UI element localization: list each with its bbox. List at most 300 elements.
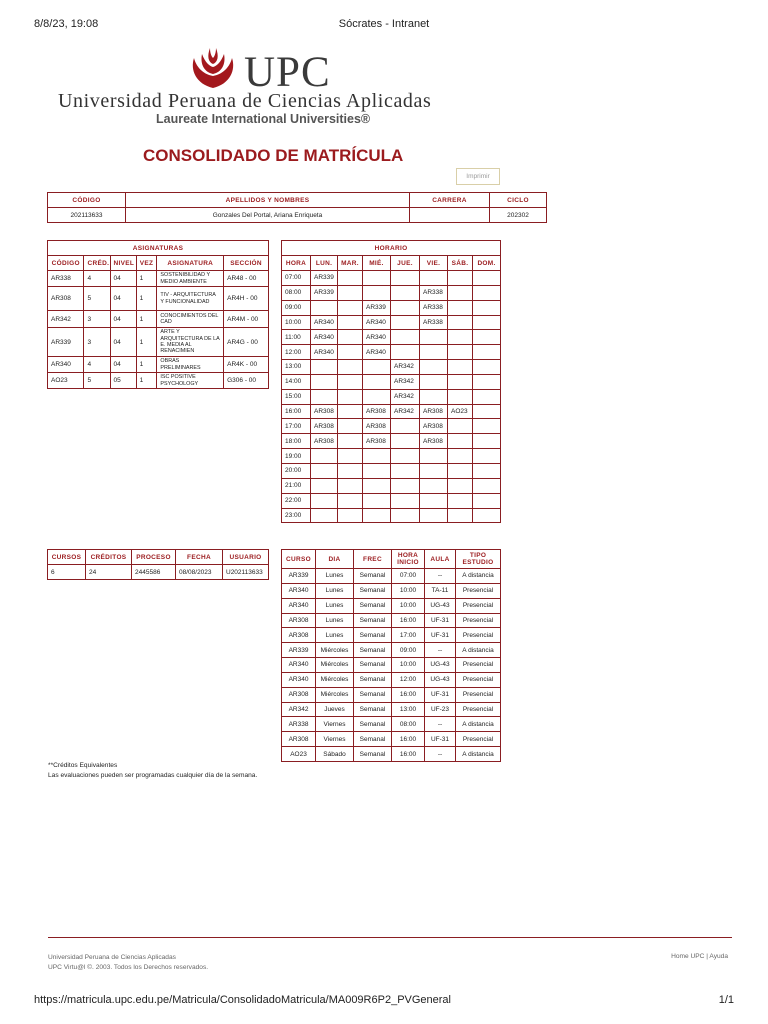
schedule-cell (311, 389, 338, 404)
schedule-cell (420, 330, 448, 345)
detail-room: -- (425, 643, 456, 658)
detail-course: AR338 (282, 717, 316, 732)
schedule-cell (338, 300, 363, 315)
detail-frequency: Semanal (354, 702, 392, 717)
schedule-cell (311, 374, 338, 389)
schedule-cell (391, 271, 420, 286)
schedule-cell (473, 271, 501, 286)
detail-room: UF-31 (425, 732, 456, 747)
subject-credits: 5 (84, 287, 110, 311)
print-datetime: 8/8/23, 19:08 (34, 18, 99, 30)
schedule-hour: 08:00 (282, 285, 311, 300)
schedule-cell: AR308 (363, 434, 391, 449)
detail-room: UG-43 (425, 672, 456, 687)
detail-room: -- (425, 569, 456, 584)
subjects-header: ASIGNATURA (157, 256, 224, 271)
schedule-cell (473, 449, 501, 464)
schedule-cell (363, 389, 391, 404)
schedule-hour: 13:00 (282, 360, 311, 375)
schedule-cell (363, 463, 391, 478)
detail-study-type: A distancia (456, 643, 501, 658)
header-ciclo: CICLO (490, 193, 547, 208)
student-name: Gonzales Del Portal, Ariana Enriqueta (126, 208, 410, 223)
detail-day: Lunes (316, 569, 354, 584)
schedule-cell: AR338 (420, 300, 448, 315)
schedule-cell (363, 285, 391, 300)
schedule-cell (473, 419, 501, 434)
upc-emblem-icon (186, 44, 240, 90)
detail-day: Viernes (316, 732, 354, 747)
footer-info (48, 953, 208, 973)
detail-room: UF-31 (425, 628, 456, 643)
subjects-header: CRÉD. (84, 256, 110, 271)
schedule-cell (420, 360, 448, 375)
schedule-cell (363, 374, 391, 389)
summary-credits: 24 (86, 565, 132, 580)
schedule-cell (448, 478, 473, 493)
subject-credits: 5 (84, 373, 110, 389)
table-row (48, 311, 269, 328)
schedule-row (282, 478, 501, 493)
schedule-cell (338, 449, 363, 464)
schedule-hour: 20:00 (282, 463, 311, 478)
schedule-cell (311, 449, 338, 464)
schedule-cell (448, 330, 473, 345)
subject-section: G306 - 00 (224, 373, 269, 389)
detail-start-time: 10:00 (392, 583, 425, 598)
detail-course: AR308 (282, 687, 316, 702)
schedule-cell (363, 360, 391, 375)
detail-room: TA-11 (425, 583, 456, 598)
schedule-cell: AR308 (311, 404, 338, 419)
credits-note: **Créditos Equivalentes (48, 762, 118, 769)
detail-row (282, 702, 501, 717)
schedule-cell (420, 478, 448, 493)
schedule-header: HORA (282, 256, 311, 271)
detail-study-type: Presencial (456, 702, 501, 717)
detail-study-type: Presencial (456, 598, 501, 613)
detail-day: Lunes (316, 628, 354, 643)
summary-header: CRÉDITOS (86, 550, 132, 565)
schedule-cell: AR339 (363, 300, 391, 315)
detail-day: Lunes (316, 613, 354, 628)
schedule-cell (420, 449, 448, 464)
schedule-cell (391, 478, 420, 493)
detail-header: AULA (425, 550, 456, 569)
subject-code: AR342 (48, 311, 84, 328)
schedule-cell (391, 449, 420, 464)
detail-row (282, 628, 501, 643)
schedule-cell (420, 493, 448, 508)
detail-frequency: Semanal (354, 613, 392, 628)
schedule-row (282, 271, 501, 286)
detail-row (282, 658, 501, 673)
schedule-cell: AO23 (448, 404, 473, 419)
schedule-cell: AR308 (311, 434, 338, 449)
detail-course: AO23 (282, 747, 316, 762)
schedule-header: VIE. (420, 256, 448, 271)
schedule-row (282, 389, 501, 404)
subjects-header: VEZ (136, 256, 157, 271)
subject-level: 04 (110, 271, 136, 287)
schedule-cell (473, 404, 501, 419)
detail-frequency: Semanal (354, 717, 392, 732)
brand-name: UPC (244, 49, 331, 96)
subject-attempt: 1 (136, 328, 157, 357)
detail-study-type: Presencial (456, 613, 501, 628)
schedule-cell (391, 419, 420, 434)
schedule-header: LUN. (311, 256, 338, 271)
subject-name: OBRAS PRELIMINARES (157, 357, 224, 373)
detail-row (282, 732, 501, 747)
schedule-cell (420, 508, 448, 523)
schedule-cell (473, 285, 501, 300)
schedule-cell (420, 345, 448, 360)
schedule-hour: 16:00 (282, 404, 311, 419)
schedule-row (282, 419, 501, 434)
print-footer (34, 994, 734, 1008)
schedule-cell (311, 478, 338, 493)
subject-attempt: 1 (136, 311, 157, 328)
schedule-row (282, 360, 501, 375)
help-link[interactable]: Ayuda (709, 953, 728, 960)
detail-frequency: Semanal (354, 583, 392, 598)
schedule-header: MAR. (338, 256, 363, 271)
schedule-hour: 18:00 (282, 434, 311, 449)
schedule-cell: AR308 (311, 419, 338, 434)
schedule-cell (311, 508, 338, 523)
schedule-cell (448, 374, 473, 389)
schedule-cell: AR342 (391, 404, 420, 419)
schedule-cell (338, 285, 363, 300)
subject-section: AR4K - 00 (224, 357, 269, 373)
subject-name: ISC POSITIVE PSYCHOLOGY (157, 373, 224, 389)
detail-table (281, 549, 501, 762)
schedule-cell (338, 271, 363, 286)
evaluations-note: Las evaluaciones pueden ser programadas cualquier día de la semana. (48, 772, 258, 779)
detail-frequency: Semanal (354, 687, 392, 702)
student-table (47, 192, 547, 223)
header-carrera: CARRERA (410, 193, 490, 208)
detail-day: Sábado (316, 747, 354, 762)
detail-frequency: Semanal (354, 598, 392, 613)
schedule-cell: AR308 (363, 404, 391, 419)
schedule-cell (338, 434, 363, 449)
schedule-row (282, 404, 501, 419)
detail-frequency: Semanal (354, 658, 392, 673)
detail-study-type: Presencial (456, 628, 501, 643)
subject-credits: 4 (84, 357, 110, 373)
table-row (48, 287, 269, 311)
schedule-cell (338, 463, 363, 478)
detail-room: UG-43 (425, 598, 456, 613)
detail-course: AR308 (282, 628, 316, 643)
detail-study-type: Presencial (456, 732, 501, 747)
network-name: Laureate International Universities® (156, 112, 371, 126)
detail-study-type: Presencial (456, 687, 501, 702)
schedule-header: MIÉ. (363, 256, 391, 271)
footer-link-separator: | (704, 953, 710, 960)
subject-name: SOSTENIBILIDAD Y MEDIO AMBIENTE (157, 271, 224, 287)
detail-course: AR339 (282, 643, 316, 658)
schedule-cell (338, 374, 363, 389)
summary-header: FECHA (176, 550, 223, 565)
schedule-cell (420, 389, 448, 404)
schedule-cell: AR342 (391, 389, 420, 404)
detail-course: AR339 (282, 569, 316, 584)
schedule-hour: 21:00 (282, 478, 311, 493)
detail-room: UG-43 (425, 658, 456, 673)
schedule-cell (363, 449, 391, 464)
detail-day: Miércoles (316, 658, 354, 673)
summary-courses: 6 (48, 565, 86, 580)
home-upc-link[interactable]: Home UPC (671, 953, 705, 960)
table-row (48, 357, 269, 373)
schedule-cell (473, 315, 501, 330)
schedule-cell: AR340 (363, 330, 391, 345)
detail-study-type: Presencial (456, 658, 501, 673)
subjects-title: ASIGNATURAS (48, 241, 269, 256)
print-button[interactable]: Imprimir (456, 168, 500, 185)
schedule-cell (473, 374, 501, 389)
print-header (34, 18, 734, 32)
schedule-cell (338, 360, 363, 375)
summary-date: 08/08/2023 (176, 565, 223, 580)
subject-level: 04 (110, 328, 136, 357)
detail-day: Lunes (316, 583, 354, 598)
detail-day: Miércoles (316, 643, 354, 658)
schedule-cell (338, 315, 363, 330)
summary-process: 2445586 (132, 565, 176, 580)
subjects-header: NIVEL (110, 256, 136, 271)
schedule-cell (473, 434, 501, 449)
summary-header: CURSOS (48, 550, 86, 565)
footer-copyright: UPC Virtu@l ©. 2003. Todos los Derechos reservados. (48, 964, 209, 971)
subject-name: ARTE Y ARQUITECTURA DE LA E. MEDIA AL RENACIMIEN (157, 328, 224, 357)
detail-frequency: Semanal (354, 672, 392, 687)
schedule-cell (473, 345, 501, 360)
detail-room: -- (425, 717, 456, 732)
detail-room: UF-31 (425, 613, 456, 628)
schedule-cell (391, 300, 420, 315)
schedule-header: SÁB. (448, 256, 473, 271)
schedule-header: JUE. (391, 256, 420, 271)
schedule-cell (448, 449, 473, 464)
detail-start-time: 07:00 (392, 569, 425, 584)
subjects-header: SECCIÓN (224, 256, 269, 271)
schedule-title: HORARIO (282, 241, 501, 256)
schedule-cell (311, 360, 338, 375)
schedule-hour: 23:00 (282, 508, 311, 523)
subject-attempt: 1 (136, 287, 157, 311)
schedule-cell: AR340 (363, 315, 391, 330)
schedule-row (282, 493, 501, 508)
footer-divider (48, 937, 732, 938)
detail-day: Jueves (316, 702, 354, 717)
schedule-cell (363, 271, 391, 286)
schedule-cell: AR340 (311, 315, 338, 330)
schedule-hour: 22:00 (282, 493, 311, 508)
detail-study-type: Presencial (456, 583, 501, 598)
schedule-row (282, 345, 501, 360)
schedule-cell (473, 300, 501, 315)
detail-frequency: Semanal (354, 747, 392, 762)
schedule-cell (473, 330, 501, 345)
detail-start-time: 10:00 (392, 658, 425, 673)
detail-day: Viernes (316, 717, 354, 732)
schedule-cell (448, 434, 473, 449)
detail-study-type: Presencial (456, 672, 501, 687)
summary-header: USUARIO (223, 550, 269, 565)
detail-row (282, 672, 501, 687)
detail-day: Miércoles (316, 672, 354, 687)
schedule-cell (391, 345, 420, 360)
detail-header: HORA INICIO (392, 550, 425, 569)
detail-start-time: 17:00 (392, 628, 425, 643)
schedule-cell (473, 463, 501, 478)
schedule-cell (448, 345, 473, 360)
schedule-cell: AR338 (420, 285, 448, 300)
schedule-hour: 19:00 (282, 449, 311, 464)
print-page-number: 1/1 (718, 994, 734, 1006)
schedule-cell (448, 419, 473, 434)
detail-row (282, 613, 501, 628)
detail-row (282, 687, 501, 702)
schedule-cell: AR308 (420, 404, 448, 419)
print-page-title: Sócrates - Intranet (338, 18, 430, 30)
subject-name: TIV - ARQUITECTURA Y FUNCIONALIDAD (157, 287, 224, 311)
schedule-header: DOM. (473, 256, 501, 271)
print-url: https://matricula.upc.edu.pe/Matricula/ConsolidadoMatricula/MA009R6P2_PVGeneral (34, 994, 451, 1006)
schedule-cell (473, 478, 501, 493)
schedule-cell: AR308 (363, 419, 391, 434)
detail-start-time: 16:00 (392, 613, 425, 628)
detail-row (282, 569, 501, 584)
schedule-cell (391, 493, 420, 508)
schedule-cell (311, 463, 338, 478)
detail-course: AR340 (282, 583, 316, 598)
schedule-cell (448, 360, 473, 375)
detail-row (282, 643, 501, 658)
schedule-cell (391, 508, 420, 523)
student-career (410, 208, 490, 223)
schedule-cell (338, 404, 363, 419)
schedule-cell (473, 360, 501, 375)
schedule-cell (338, 419, 363, 434)
table-row (48, 328, 269, 357)
subject-code: AR339 (48, 328, 84, 357)
schedule-row (282, 285, 501, 300)
detail-course: AR340 (282, 598, 316, 613)
detail-start-time: 09:00 (392, 643, 425, 658)
schedule-cell (338, 345, 363, 360)
detail-start-time: 13:00 (392, 702, 425, 717)
subject-section: AR4H - 00 (224, 287, 269, 311)
subject-credits: 4 (84, 271, 110, 287)
subject-code: AR338 (48, 271, 84, 287)
schedule-cell (338, 508, 363, 523)
schedule-cell (448, 389, 473, 404)
schedule-cell: AR338 (420, 315, 448, 330)
schedule-cell: AR340 (311, 345, 338, 360)
schedule-row (282, 434, 501, 449)
subject-attempt: 1 (136, 271, 157, 287)
schedule-cell (338, 493, 363, 508)
subject-attempt: 1 (136, 373, 157, 389)
schedule-hour: 17:00 (282, 419, 311, 434)
subject-credits: 3 (84, 328, 110, 357)
schedule-cell (448, 300, 473, 315)
schedule-table (281, 240, 501, 523)
schedule-cell: AR339 (311, 285, 338, 300)
schedule-cell: AR340 (311, 330, 338, 345)
schedule-hour: 11:00 (282, 330, 311, 345)
schedule-row (282, 374, 501, 389)
subject-credits: 3 (84, 311, 110, 328)
subject-code: AO23 (48, 373, 84, 389)
summary-user: U202113633 (223, 565, 269, 580)
schedule-cell (311, 300, 338, 315)
detail-row (282, 747, 501, 762)
summary-header: PROCESO (132, 550, 176, 565)
detail-course: AR308 (282, 613, 316, 628)
detail-study-type: A distancia (456, 747, 501, 762)
university-name: Universidad Peruana de Ciencias Aplicadas (58, 90, 432, 112)
detail-study-type: A distancia (456, 569, 501, 584)
schedule-cell (448, 285, 473, 300)
detail-frequency: Semanal (354, 628, 392, 643)
subject-level: 04 (110, 287, 136, 311)
detail-row (282, 717, 501, 732)
detail-room: UF-23 (425, 702, 456, 717)
schedule-cell (311, 493, 338, 508)
schedule-cell (420, 374, 448, 389)
student-cycle: 202302 (490, 208, 547, 223)
subject-name: CONOCIMIENTOS DEL CAD (157, 311, 224, 328)
page-title: CONSOLIDADO DE MATRÍCULA (143, 146, 404, 165)
subject-level: 05 (110, 373, 136, 389)
detail-study-type: A distancia (456, 717, 501, 732)
detail-start-time: 08:00 (392, 717, 425, 732)
detail-frequency: Semanal (354, 732, 392, 747)
detail-course: AR340 (282, 658, 316, 673)
schedule-cell (420, 463, 448, 478)
schedule-cell (363, 493, 391, 508)
schedule-hour: 09:00 (282, 300, 311, 315)
detail-course: AR340 (282, 672, 316, 687)
subject-level: 04 (110, 357, 136, 373)
header-apellidos: APELLIDOS Y NOMBRES (126, 193, 410, 208)
schedule-row (282, 315, 501, 330)
schedule-cell (391, 285, 420, 300)
schedule-cell: AR342 (391, 360, 420, 375)
schedule-cell: AR308 (420, 419, 448, 434)
detail-header: FREC (354, 550, 392, 569)
detail-header: CURSO (282, 550, 316, 569)
student-code: 202113633 (48, 208, 126, 223)
schedule-cell (338, 389, 363, 404)
detail-row (282, 583, 501, 598)
schedule-cell (391, 330, 420, 345)
table-row (48, 271, 269, 287)
header-codigo: CÓDIGO (48, 193, 126, 208)
schedule-cell (448, 463, 473, 478)
schedule-cell: AR308 (420, 434, 448, 449)
schedule-hour: 10:00 (282, 315, 311, 330)
detail-start-time: 16:00 (392, 747, 425, 762)
detail-start-time: 12:00 (392, 672, 425, 687)
subject-section: AR4M - 00 (224, 311, 269, 328)
